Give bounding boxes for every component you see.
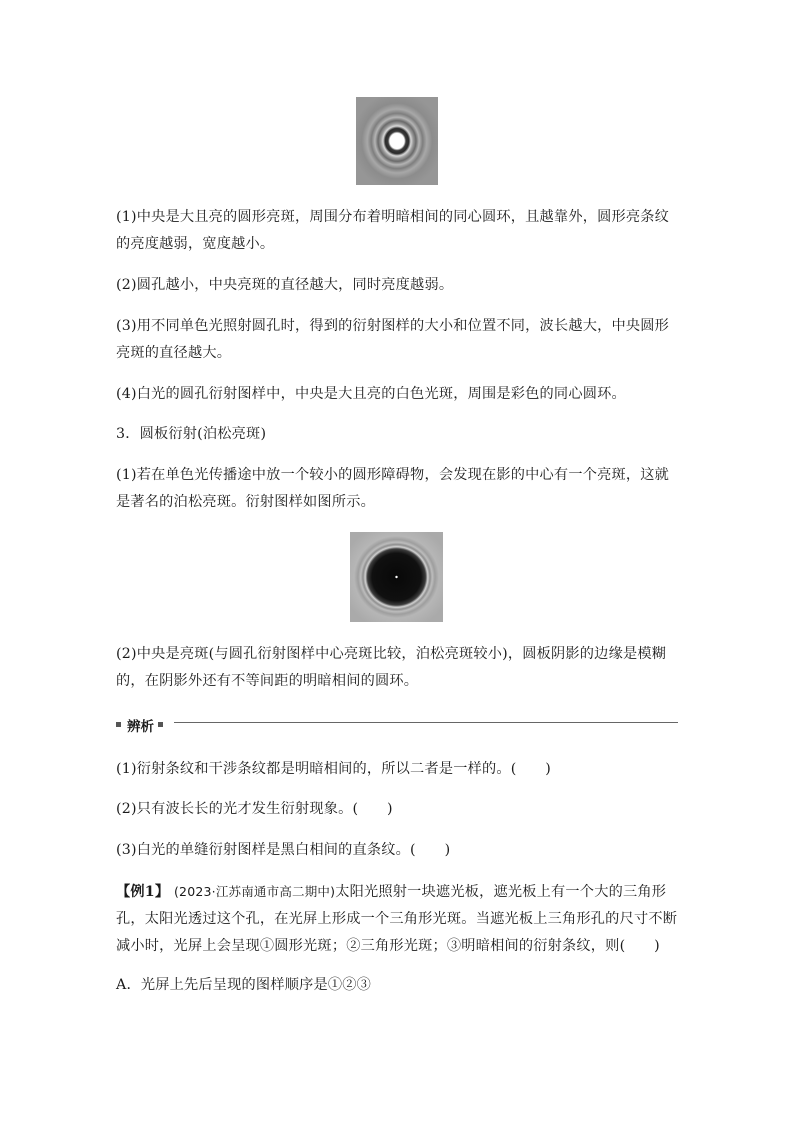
divider-square-icon (158, 722, 163, 727)
paragraph-6: (2)中央是亮斑(与圆孔衍射图样中心亮斑比较，泊松亮斑较小)，圆板阴影的边缘是模糊的，在阴影外还有不等间距的明暗相间的圆环。 (116, 646, 667, 689)
divider-line (174, 722, 678, 723)
analysis-label: 辨析 (127, 718, 154, 735)
judge-question-3: (3)白光的单缝衍射图样是黑白相间的直条纹。( ) (116, 842, 451, 858)
paragraph-4: (4)白光的圆孔衍射图样中，中央是大且亮的白色光斑，周围是彩色的同心圆环。 (116, 386, 626, 402)
example-text: 太阳光照射一块遮光板，遮光板上有一个大的三角形孔，太阳光透过这个孔，在光屏上形成一个三角形光斑。当遮光板上三角形孔的尺寸不断减小时，光屏上会呈现①圆形光斑；②三角形光斑；③明暗相间的衍射条纹，则( ) (116, 884, 678, 954)
analysis-divider (116, 714, 678, 735)
section-heading-3: 3．圆板衍射(泊松亮斑) (116, 426, 267, 442)
poisson-spot-figure (350, 532, 443, 622)
paragraph-3: (3)用不同单色光照射圆孔时，得到的衍射图样的大小和位置不同，波长越大，中央圆形亮斑的直径越大。 (116, 318, 670, 361)
paragraph-5: (1)若在单色光传播途中放一个较小的圆形障碍物，会发现在影的中心有一个亮斑，这就是著名的泊松亮斑。衍射图样如图所示。 (116, 467, 670, 510)
paragraph-1: (1)中央是大且亮的圆形亮斑，周围分布着明暗相间的同心圆环，且越靠外，圆形亮条纹的亮度越弱，宽度越小。 (116, 209, 670, 252)
judge-question-1: (1)衍射条纹和干涉条纹都是明暗相间的，所以二者是一样的。( ) (116, 761, 552, 777)
circular-aperture-diffraction-figure (356, 97, 438, 185)
paragraph-2: (2)圆孔越小，中央亮斑的直径越大，同时亮度越弱。 (116, 277, 454, 293)
judge-question-2: (2)只有波长长的光才发生衍射现象。( ) (116, 801, 393, 817)
divider-square-icon (116, 722, 121, 727)
option-a: A．光屏上先后呈现的图样顺序是①②③ (116, 977, 372, 993)
example-source: (2023·江苏南通市高二期中) (173, 884, 336, 899)
example-1 (116, 878, 680, 960)
example-tag: 【例1】 (116, 884, 170, 900)
